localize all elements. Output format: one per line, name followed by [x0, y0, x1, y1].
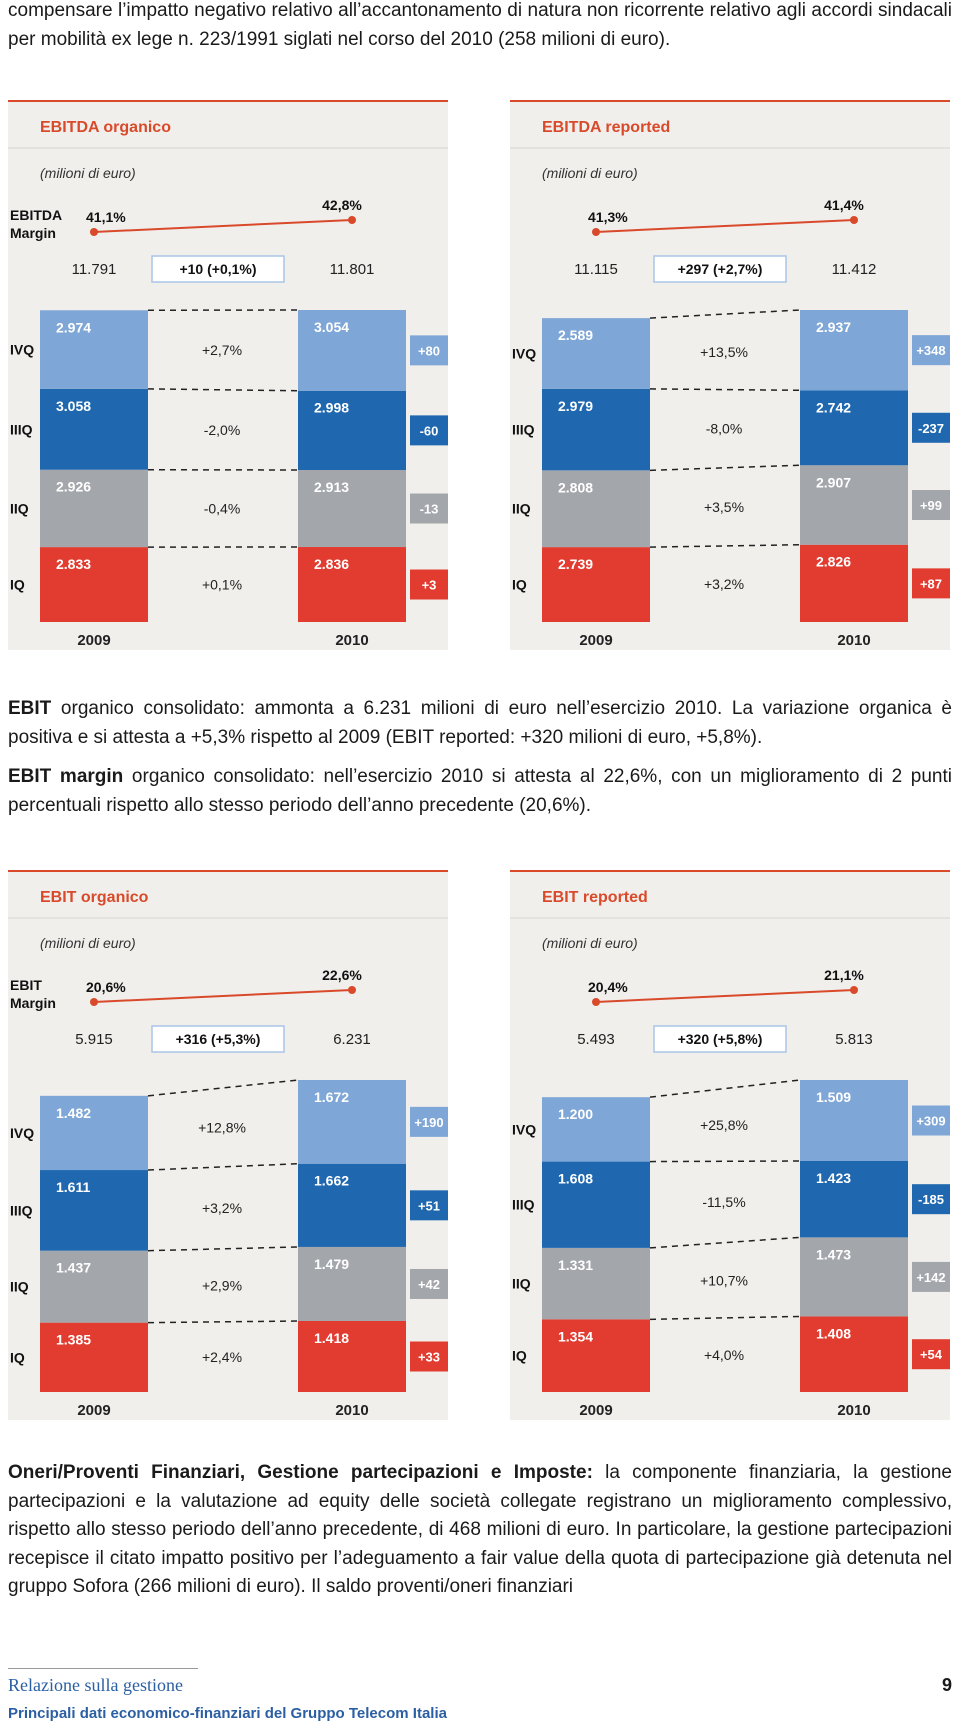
total-value-label: 11.791: [71, 261, 117, 278]
delta-label: +51: [417, 1198, 441, 1214]
connector-line: [650, 1161, 800, 1162]
margin-value-label: 41,3%: [588, 209, 628, 225]
margin-label-line1: EBITDA: [10, 207, 63, 223]
quarter-label: IQ: [512, 576, 527, 593]
total-value-label: 11.412: [831, 261, 877, 278]
bar-value-label: 1.331: [558, 1256, 594, 1273]
connector-line: [650, 1080, 800, 1097]
quarter-label: IIQ: [512, 500, 531, 517]
change-pct-label: +13,5%: [700, 343, 748, 360]
page-number: 9: [941, 1675, 952, 1695]
bar-value-label: 2.833: [56, 556, 92, 573]
chart-subtitle: (milioni di euro): [542, 935, 638, 951]
delta-label: +42: [417, 1276, 441, 1292]
x-tick-label: 2009: [579, 1402, 613, 1419]
margin-point: [90, 228, 98, 236]
change-pct-label: +2,9%: [201, 1277, 243, 1294]
delta-label: +80: [417, 343, 441, 359]
connector-line: [650, 1237, 800, 1248]
bar-value-label: 2.836: [314, 556, 350, 573]
total-value-label: 5.915: [75, 1031, 113, 1048]
bar-value-label: 1.385: [56, 1331, 92, 1348]
delta-label: +33: [417, 1349, 441, 1365]
bar-value-label: 1.437: [56, 1259, 92, 1276]
x-tick-label: 2009: [77, 632, 111, 649]
x-tick-label: 2010: [837, 632, 871, 649]
connector-line: [650, 1316, 800, 1319]
chart-title: EBIT reported: [542, 889, 648, 906]
margin-line: [596, 990, 854, 1002]
bar-value-label: 1.473: [816, 1246, 852, 1263]
delta-label: -185: [917, 1192, 945, 1208]
ebit-reported-chart: [510, 870, 950, 1420]
delta-label: +87: [919, 576, 943, 592]
margin-point: [592, 228, 600, 236]
change-pct-label: +3,2%: [703, 575, 745, 592]
connector-line: [650, 310, 800, 318]
ebitda-reported-chart: [510, 100, 950, 650]
total-change-label: +320 (+5,8%): [677, 1031, 763, 1047]
bar-value-label: 1.509: [816, 1089, 852, 1105]
delta-label: -13: [419, 501, 439, 517]
bar-value-label: 2.826: [816, 553, 852, 570]
total-value-label: 5.813: [835, 1031, 873, 1048]
x-tick-label: 2009: [579, 632, 613, 649]
margin-line: [596, 220, 854, 232]
quarter-label: IIIQ: [512, 1196, 535, 1213]
bar-value-label: 2.739: [558, 556, 594, 573]
change-pct-label: +12,8%: [198, 1119, 246, 1136]
change-pct-label: -0,4%: [203, 500, 241, 517]
margin-value-label: 20,4%: [588, 979, 628, 995]
connector-line: [148, 389, 298, 391]
connector-line: [148, 1321, 298, 1323]
total-value-label: 11.115: [574, 261, 618, 278]
bar-value-label: 1.423: [816, 1169, 852, 1186]
change-pct-label: -8,0%: [705, 420, 743, 437]
ebit-margin-paragraph: [8, 763, 952, 820]
margin-label-line2: Margin: [10, 225, 56, 241]
quarter-label: IQ: [10, 1349, 25, 1366]
margin-label-line1: EBIT: [10, 977, 42, 993]
change-pct-label: +2,7%: [201, 341, 243, 358]
x-tick-label: 2009: [77, 1402, 111, 1419]
total-value-label: 11.801: [329, 261, 375, 278]
margin-point: [850, 216, 858, 224]
ebitda-organico-chart: [8, 100, 448, 650]
delta-label: +3: [421, 577, 437, 593]
x-tick-label: 2010: [335, 632, 369, 649]
quarter-label: IVQ: [512, 345, 537, 362]
change-pct-label: +25,8%: [700, 1116, 748, 1133]
bar-value-label: 2.974: [56, 319, 92, 336]
total-value-label: 6.231: [333, 1031, 371, 1048]
delta-label: +309: [916, 1113, 946, 1129]
bar-value-label: 1.662: [314, 1172, 350, 1189]
margin-value-label: 22,6%: [322, 967, 362, 983]
bar-value-label: 3.054: [314, 319, 350, 335]
delta-label: +348: [916, 343, 946, 359]
ebit-organico-chart: [8, 870, 448, 1420]
bar-value-label: 1.200: [558, 1106, 594, 1123]
chart-title: EBITDA reported: [542, 119, 671, 136]
margin-point: [850, 986, 858, 994]
margin-value-label: 42,8%: [322, 197, 362, 213]
connector-line: [148, 1164, 298, 1170]
oneri-label: Oneri/Proventi Finanziari, Gestione partecipazioni e Imposte:: [8, 1462, 593, 1483]
footer-subtitle: Principali dati economico-finanziari del Gruppo Telecom Italia: [8, 1705, 447, 1722]
delta-label: +190: [414, 1114, 444, 1130]
connector-line: [148, 1247, 298, 1251]
chart-title: EBIT organico: [40, 889, 149, 906]
total-value-label: 5.493: [577, 1031, 615, 1048]
ebit-margin-label: EBIT margin: [8, 766, 124, 787]
quarter-label: IVQ: [10, 341, 35, 358]
total-change-label: +10 (+0,1%): [179, 261, 257, 277]
bar-value-label: 2.998: [314, 399, 350, 416]
delta-label: +142: [916, 1269, 946, 1285]
bar-value-label: 2.979: [558, 397, 594, 414]
bar-value-label: 2.742: [816, 399, 852, 416]
bar-value-label: 2.937: [816, 319, 852, 335]
bar-value-label: 2.907: [816, 474, 852, 491]
connector-line: [148, 1080, 298, 1096]
margin-line: [94, 990, 352, 1002]
x-tick-label: 2010: [335, 1402, 369, 1419]
ebit-text: organico consolidato: ammonta a 6.231 milioni di euro nell’esercizio 2010. La variazione organica è positiva e si attesta a +5,3% rispetto al 2009 (EBIT reported: +320 milioni di euro, +5,8%).: [8, 698, 952, 748]
quarter-label: IVQ: [512, 1121, 537, 1138]
bar-value-label: 2.913: [314, 479, 350, 496]
change-pct-label: +4,0%: [703, 1346, 745, 1363]
delta-label: -237: [917, 420, 945, 436]
chart-svg: [510, 102, 950, 650]
change-pct-label: -11,5%: [702, 1193, 746, 1210]
quarter-label: IIQ: [10, 1278, 29, 1295]
bar-value-label: 1.408: [816, 1325, 852, 1342]
intro-paragraph: compensare l’impatto negativo relativo all’accantonamento di natura non ricorrente relativo agli accordi sindacali per mobilità ex lege n. 223/1991 siglati nel corso del 2010 (258 milioni di euro).: [8, 0, 952, 50]
oneri-text: la componente finanziaria, la gestione partecipazioni e la valutazione ad equity delle società collegate registrano un miglioramento complessivo, rispetto allo stesso periodo dell’anno precedente, di 468 milioni di euro. In particolare, la gestione partecipazioni recepisce il citato impatto positivo per l’adeguamento a fair value della quota di partecipazione già detenuta nel gruppo Sofora (266 milioni di euro). Il saldo proventi/oneri finanziari: [8, 1462, 952, 1597]
quarter-label: IIQ: [512, 1275, 531, 1292]
ebit-margin-text: organico consolidato: nell’esercizio 2010 si attesta al 22,6%, con un miglioramento di 2 punti percentuali rispetto allo stesso periodo dell’anno precedente (20,6%).: [8, 766, 952, 816]
margin-value-label: 21,1%: [824, 967, 864, 983]
change-pct-label: +3,5%: [703, 498, 745, 515]
chart-title: EBITDA organico: [40, 119, 171, 136]
bar-value-label: 3.058: [56, 397, 92, 414]
footer-divider: [8, 1668, 198, 1669]
quarter-label: IIIQ: [10, 421, 33, 438]
margin-label-line2: Margin: [10, 995, 56, 1011]
bar-value-label: 1.354: [558, 1328, 594, 1345]
bar-value-label: 1.418: [314, 1329, 350, 1346]
change-pct-label: +2,4%: [201, 1348, 243, 1365]
quarter-label: IIIQ: [512, 421, 535, 438]
margin-line: [94, 220, 352, 232]
chart-subtitle: (milioni di euro): [40, 165, 136, 181]
quarter-label: IIQ: [10, 500, 29, 517]
connector-line: [650, 545, 800, 547]
quarter-label: IQ: [512, 1347, 527, 1364]
bar-value-label: 1.479: [314, 1255, 350, 1272]
bar-value-label: 1.608: [558, 1170, 594, 1187]
bar-value-label: 1.672: [314, 1089, 350, 1105]
change-pct-label: +10,7%: [700, 1272, 748, 1289]
delta-label: -60: [419, 423, 439, 439]
quarter-label: IVQ: [10, 1124, 35, 1141]
connector-line: [650, 465, 800, 470]
bar-value-label: 2.808: [558, 479, 594, 496]
footer-title: Relazione sulla gestione: [8, 1675, 183, 1695]
margin-value-label: 41,1%: [86, 209, 126, 225]
margin-value-label: 41,4%: [824, 197, 864, 213]
connector-line: [650, 389, 800, 390]
change-pct-label: +3,2%: [201, 1199, 243, 1216]
ebit-paragraph: [8, 695, 952, 752]
chart-subtitle: (milioni di euro): [542, 165, 638, 181]
chart-svg: [510, 872, 950, 1420]
total-change-label: +316 (+5,3%): [175, 1031, 261, 1047]
bar-value-label: 1.482: [56, 1104, 92, 1121]
delta-label: +54: [919, 1347, 943, 1363]
margin-point: [348, 216, 356, 224]
margin-point: [592, 998, 600, 1006]
change-pct-label: +0,1%: [201, 576, 243, 593]
chart-svg: [8, 872, 448, 1420]
ebit-label: EBIT: [8, 698, 52, 719]
bar-value-label: 2.926: [56, 478, 92, 495]
margin-point: [348, 986, 356, 994]
bar-value-label: 1.611: [56, 1179, 91, 1196]
chart-subtitle: (milioni di euro): [40, 935, 136, 951]
margin-point: [90, 998, 98, 1006]
change-pct-label: -2,0%: [203, 421, 241, 438]
oneri-paragraph: [8, 1459, 952, 1602]
margin-value-label: 20,6%: [86, 979, 126, 995]
bar-value-label: 2.589: [558, 327, 594, 344]
quarter-label: IIIQ: [10, 1202, 33, 1219]
total-change-label: +297 (+2,7%): [677, 261, 763, 277]
quarter-label: IQ: [10, 576, 25, 593]
x-tick-label: 2010: [837, 1402, 871, 1419]
delta-label: +99: [919, 498, 943, 513]
chart-svg: [8, 102, 448, 650]
